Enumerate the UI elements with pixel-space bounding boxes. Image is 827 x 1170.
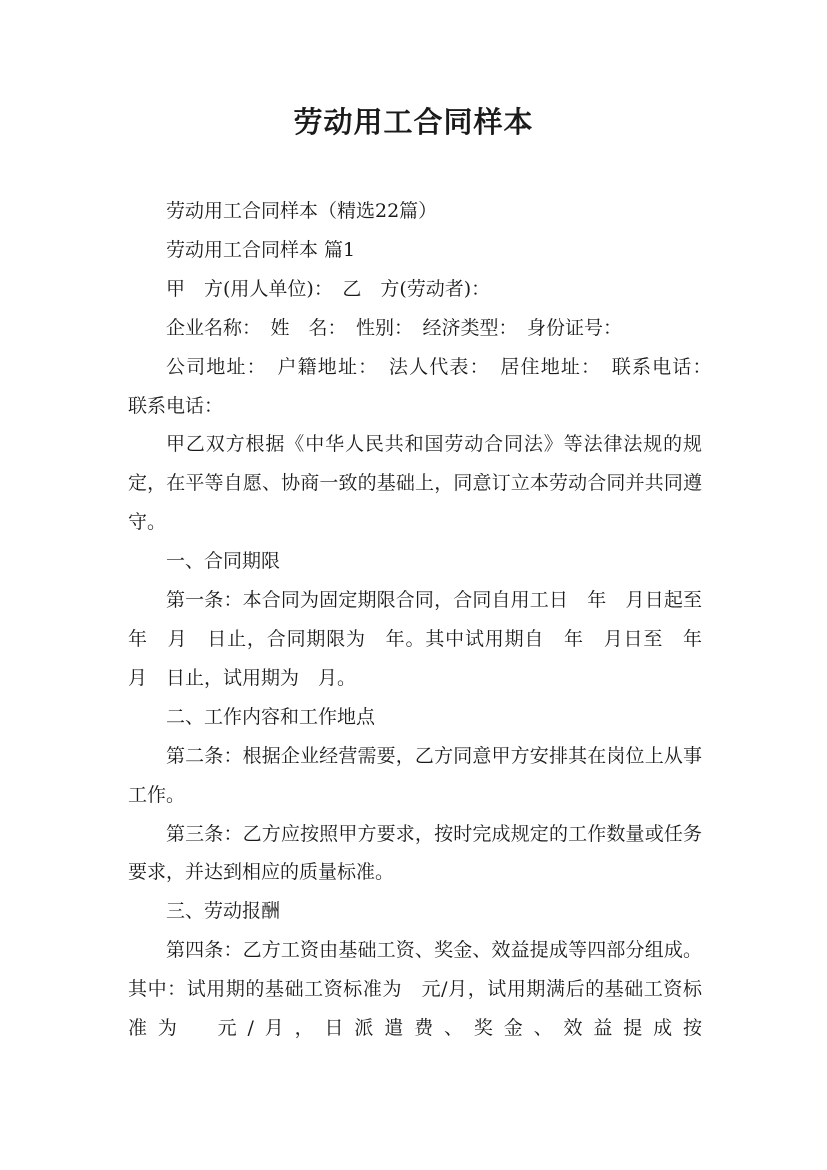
heading-contract-term: 一、合同期限 bbox=[166, 550, 281, 573]
paragraph-parties: 甲 方(用人单位)： 乙 方(劳动者)： bbox=[166, 277, 491, 300]
document-body bbox=[128, 192, 722, 1048]
paragraph-subtitle: 劳动用工合同样本（精选22篇） bbox=[166, 200, 438, 222]
paragraph-section-heading: 劳动用工合同样本 篇1 bbox=[166, 238, 356, 261]
paragraph-article-2: 第二条：根据企业经营需要，乙方同意甲方安排其在岗位上从事 工作。 bbox=[128, 744, 722, 806]
heading-remuneration: 三、劳动报酬 bbox=[166, 900, 281, 923]
paragraph-article-3: 第三条：乙方应按照甲方要求，按时完成规定的工作数量或任务要求，并达到相应的质量标准。 bbox=[128, 822, 702, 884]
paragraph-article-1: 第一条：本合同为固定期限合同，合同自用工日 年 月日起至 年 月 日止，合同期限为 年。其中试用期自 年 月日至 年 月 日止，试用期为 月。 bbox=[128, 589, 722, 689]
heading-work-content: 二、工作内容和工作地点 bbox=[166, 705, 376, 728]
document-title: 劳动用工合同样本 bbox=[293, 105, 534, 139]
paragraph-preamble: 甲乙双方根据《中华人民共和国劳动合同法》等法律法规的规定，在平等自愿、协商一致的基础上，同意订立本劳动合同并共同遵守。 bbox=[128, 433, 702, 534]
paragraph-party-fields-1: 企业名称： 姓 名： 性别： 经济类型： 身份证号： bbox=[166, 316, 623, 339]
paragraph-party-fields-2: 公司地址： 户籍地址： 法人代表： 居住地址： 联系电话： 联系电话： bbox=[128, 355, 722, 417]
paragraph-article-4: 第四条：乙方工资由基础工资、奖金、效益提成等四部分组成。其中：试用期的基础工资标准为 元/月，试用期满后的基础工资标准为 元/月，日派遣费、奖金、效益提成按 bbox=[128, 939, 702, 1040]
